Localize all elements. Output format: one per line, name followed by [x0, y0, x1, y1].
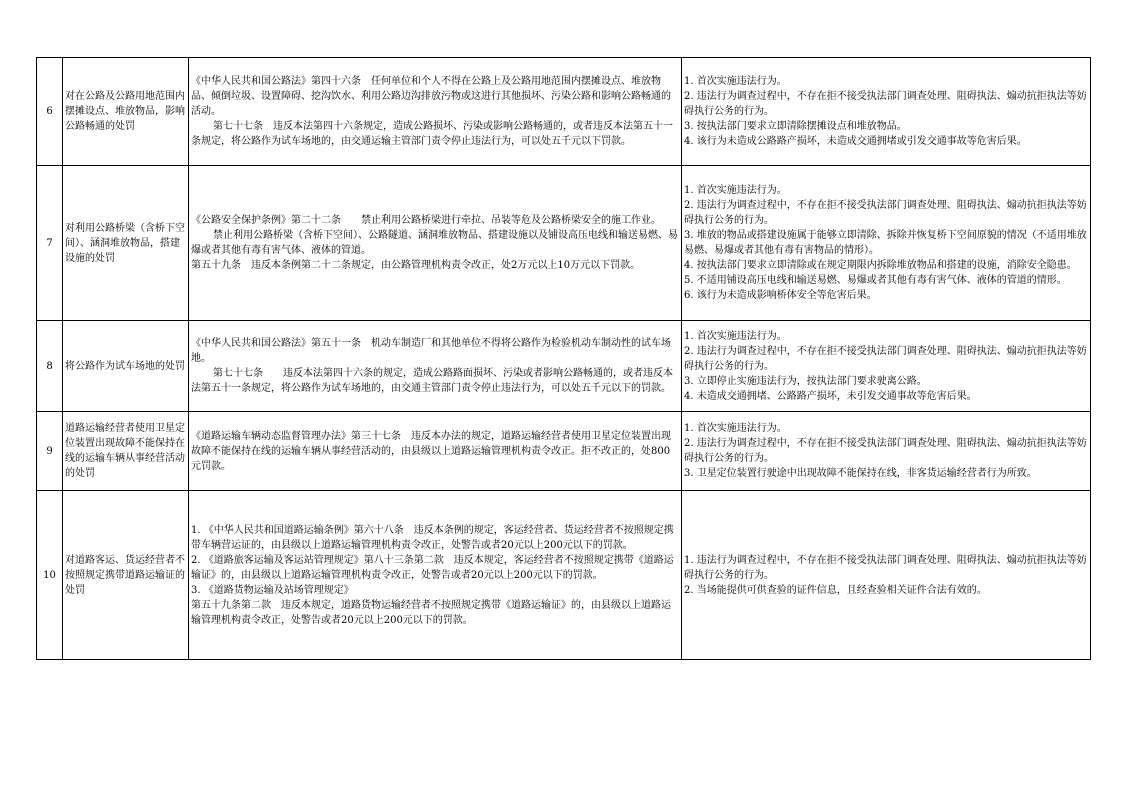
legal-basis: [189, 166, 682, 321]
legal-basis: [189, 491, 682, 660]
violation-item: 道路运输经营者使用卫星定位装置出现故障不能保持在线的运输车辆从事经营活动的处罚: [63, 412, 189, 491]
legal-basis: [189, 321, 682, 412]
condition-item: 1. 违法行为调查过程中，不存在拒不接受执法部门调查处理、阻碍执法、煽动抗拒执法等妨碍执行公务的行为。: [684, 554, 1087, 581]
basis-paragraph: 《中华人民共和国公路法》第五十一条 机动车制造厂和其他单位不得将公路作为检验机动车制动性的试车场地。: [191, 338, 671, 364]
condition-item: 4. 按执法部门要求立即清除或在规定期限内拆除堆放物品和搭建的设施，消除安全隐患。: [684, 260, 1077, 271]
legal-basis: [189, 58, 682, 166]
exemption-conditions: [682, 491, 1091, 660]
condition-item: 2. 当场能提供可供查验的证件信息，且经查验相关证件合法有效的。: [684, 584, 987, 596]
violation-item: 将公路作为试车场地的处罚: [63, 321, 189, 412]
basis-paragraph: 第七十七条 违反本法第四十六条规定，造成公路损坏、污染或影响公路畅通的，或者违反本法第五十一条规定，将公路作为试车场地的，由交通运输主管部门责令停止违法行为，可以处五千元以下罚款。: [191, 121, 673, 147]
basis-paragraph: 第五十九条 违反本条例第二十二条规定，由公路管理机构责令改正，处2万元以上10万元以下罚款。: [191, 260, 641, 271]
condition-item: 2. 违法行为调查过程中，不存在拒不接受执法部门调查处理、阻碍执法、煽动抗拒执法等妨碍执行公务的行为。: [684, 438, 1087, 464]
condition-item: 3. 卫星定位装置行驶途中出现故障不能保持在线，非客货运输经营者行为所致。: [684, 468, 1037, 479]
condition-item: 6. 该行为未造成影响桥体安全等危害后果。: [684, 290, 877, 301]
basis-paragraph: 禁止利用公路桥梁（含桥下空间）、公路隧道、涵洞堆放物品、搭建设施以及铺设高压电线和输送易燃、易爆或者其他有毒有害气体、液体的管道。: [191, 230, 678, 256]
condition-item: 1. 首次实施违法行为。: [684, 330, 787, 342]
condition-item: 3. 堆放的物品或搭建设施属于能够立即清除、拆除并恢复桥下空间原貌的情况（不适用堆放易燃、易爆或者其他有毒有害物品的情形）。: [684, 230, 1087, 256]
row-number: 9: [37, 412, 63, 491]
condition-item: 4. 该行为未造成公路路产损坏，未造成交通拥堵或引发交通事故等危害后果。: [684, 136, 1027, 147]
table-row: [37, 321, 1091, 412]
penalty-table: [36, 57, 1091, 660]
row-number: 7: [37, 166, 63, 321]
exemption-conditions: [682, 412, 1091, 491]
condition-item: 1. 首次实施违法行为。: [684, 423, 787, 434]
row-number: 6: [37, 58, 63, 166]
row-number: 10: [37, 491, 63, 660]
exemption-conditions: [682, 58, 1091, 166]
violation-item: 对道路客运、货运经营者不按照规定携带道路运输证的处罚: [63, 491, 189, 660]
violation-item: 对利用公路桥梁（含桥下空间）、涵洞堆放物品，搭建设施的处罚: [63, 166, 189, 321]
condition-item: 2. 违法行为调查过程中，不存在拒不接受执法部门调查处理、阻碍执法、煽动抗拒执法等妨碍执行公务的行为。: [684, 91, 1087, 117]
condition-item: 4. 未造成交通拥堵、公路路产损坏，未引发交通事故等危害后果。: [684, 390, 977, 402]
table-row: [37, 166, 1091, 321]
condition-item: 1. 首次实施违法行为。: [684, 185, 787, 196]
table-row: [37, 491, 1091, 660]
condition-item: 2. 违法行为调查过程中，不存在拒不接受执法部门调查处理、阻碍执法、煽动抗拒执法等妨碍执行公务的行为。: [684, 345, 1087, 372]
basis-paragraph: 《道路运输车辆动态监督管理办法》第三十七条 违反本办法的规定，道路运输经营者使用卫星定位装置出现故障不能保持在线的运输车辆从事经营活动的，由县级以上道路运输管理机构责令改正。拒不改正的，处800元罚款。: [191, 430, 671, 472]
condition-item: 3. 立即停止实施违法行为，按执法部门要求驶离公路。: [684, 375, 927, 387]
basis-paragraph: 1. 《中华人民共和国道路运输条例》第六十八条 违反本条例的规定，客运经营者、货运经营者不按照规定携带车辆营运证的，由县级以上道路运输管理机构责令改正，处警告或者20元以上200元以下的罚款。: [191, 524, 674, 551]
condition-item: 1. 首次实施违法行为。: [684, 76, 787, 87]
condition-item: 2. 违法行为调查过程中，不存在拒不接受执法部门调查处理、阻碍执法、煽动抗拒执法等妨碍执行公务的行为。: [684, 200, 1087, 226]
exemption-conditions: [682, 166, 1091, 321]
basis-paragraph: 第五十九条第二款 违反本规定，道路货物运输经营者不按照规定携带《道路运输证》的，由县级以上道路运输管理机构责令改正，处警告或者20元以上200元以下的罚款。: [191, 599, 671, 626]
condition-item: 5. 不适用铺设高压电线和输送易燃、易爆或者其他有毒有害气体、液体的管道的情形。: [684, 275, 1067, 286]
basis-paragraph: 3. 《道路货物运输及站场管理规定》: [191, 584, 354, 596]
basis-paragraph: 《公路安全保护条例》第二十二条 禁止利用公路桥梁进行牵拉、吊装等危及公路桥梁安全的施工作业。: [191, 215, 661, 226]
basis-paragraph: 《中华人民共和国公路法》第四十六条 任何单位和个人不得在公路上及公路用地范围内摆摊设点、堆放物品、倾倒垃圾、设置障碍、挖沟饮水、利用公路边沟排放污物或这进行其他损坏、污染公路和影响公路畅通的活动。: [191, 76, 671, 117]
row-number: 8: [37, 321, 63, 412]
basis-paragraph: 2. 《道路旅客运输及客运站管理规定》第八十三条第二款 违反本规定，客运经营者不按照规定携带《道路运输证》的，由县级以上道路运输管理机构责令改正，处警告或者20元以上200元以下的罚款。: [191, 554, 674, 581]
table-row: [37, 412, 1091, 491]
violation-item: 对在公路及公路用地范围内摆摊设点、堆放物品，影响公路畅通的处罚: [63, 58, 189, 166]
condition-item: 3. 按执法部门要求立即清除摆摊设点和堆放物品。: [684, 121, 907, 132]
legal-basis: [189, 412, 682, 491]
table-row: [37, 58, 1091, 166]
exemption-conditions: [682, 321, 1091, 412]
basis-paragraph: 第七十七条 违反本法第四十六条的规定，造成公路路面损坏、污染或者影响公路畅通的，或者违反本法第五十一条规定，将公路作为试车场地的，由交通主管部门责令停止违法行为，可以处五千元以下的罚款。: [191, 368, 673, 394]
